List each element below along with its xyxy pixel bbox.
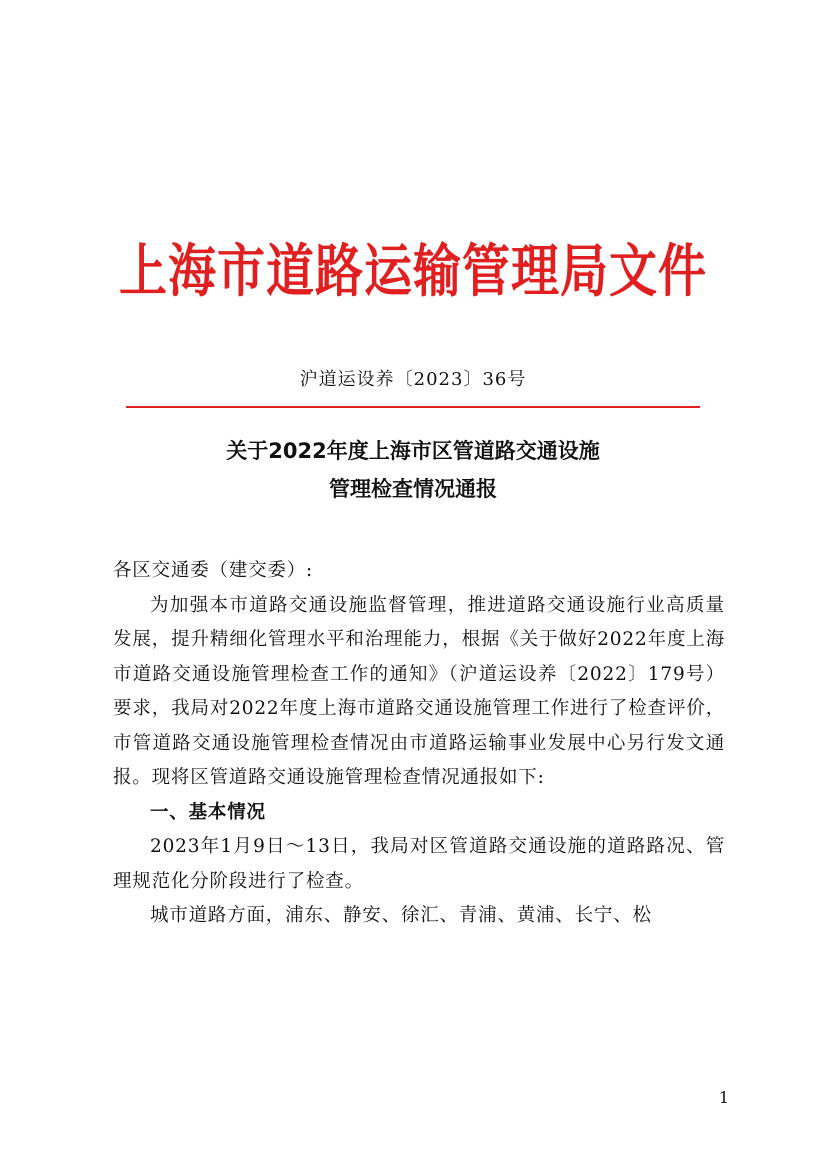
document-body [113, 554, 725, 934]
red-divider-rule [126, 406, 700, 408]
document-title-line1: 关于2022年度上海市区管道路交通设施 [226, 439, 600, 463]
document-title-line2: 管理检查情况通报 [329, 477, 497, 501]
document-title [0, 432, 826, 508]
section-heading-basic-situation: 一、基本情况 [150, 801, 266, 823]
salutation: 各区交通委（建交委）: [113, 560, 314, 581]
page-number: 1 [718, 1088, 730, 1107]
paragraph-urban-roads: 城市道路方面，浦东、静安、徐汇、青浦、黄浦、长宁、松 [150, 905, 652, 926]
agency-header-title: 上海市道路运输管理局文件 [118, 238, 707, 305]
paragraph-inspection-dates: 2023年1月9日～13日，我局对区管道路交通设施的道路路况、管理规范化分阶段进行了检查。 [113, 836, 725, 892]
paragraph-purpose: 为加强本市道路交通设施监督管理，推进道路交通设施行业高质量发展，提升精细化管理水平和治理能力，根据《关于做好2022年度上海市道路交通设施管理检查工作的通知》（沪道运设养〔2022〕179号）要求，我局对2022年度上海市道路交通设施管理工作进行了检查评价，市管道路交通设施管理检查情况由市道路运输事业发展中心另行发文通报。现将区管道路交通设施管理检查情况通报如下: [113, 594, 725, 788]
document-number: 沪道运设养〔2023〕36号 [299, 369, 527, 390]
